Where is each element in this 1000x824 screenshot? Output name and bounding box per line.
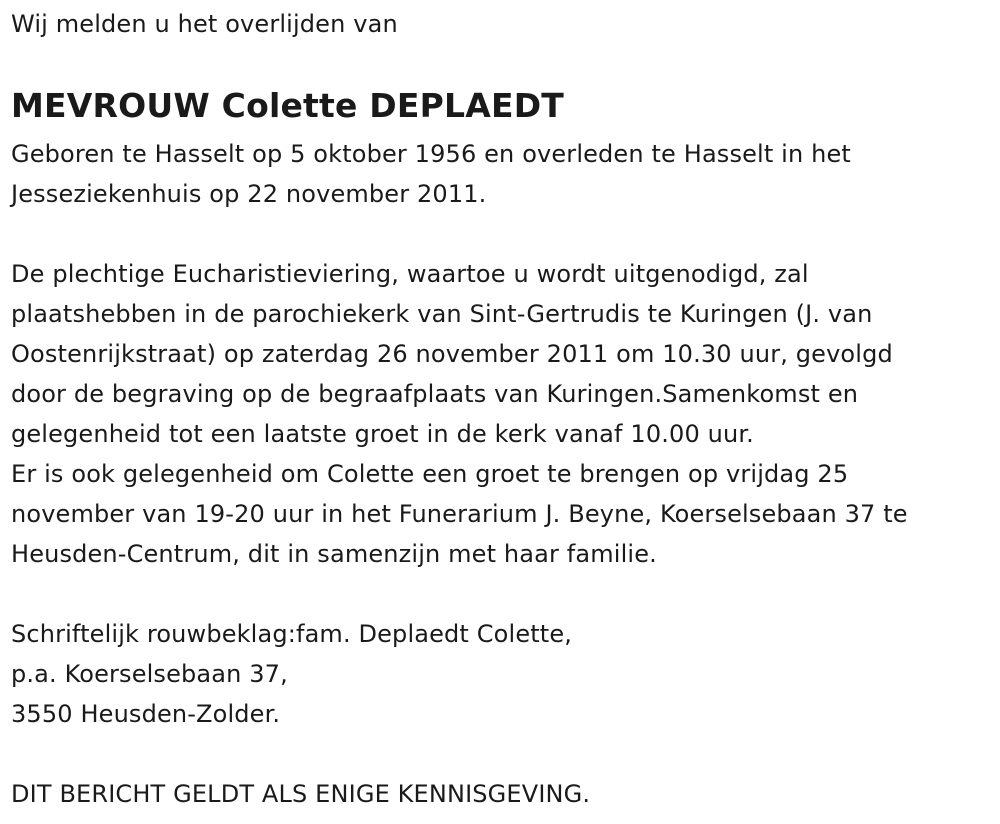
birth-line: Jesseziekenhuis op 22 november 2011. (11, 180, 487, 208)
ceremony-line: Oostenrijkstraat) op zaterdag 26 november 2011 om 10.30 uur, gevolgd (11, 340, 893, 368)
condolence-line: Schriftelijk rouwbeklag:fam. Deplaedt Colette, (11, 620, 573, 648)
deceased-name: MEVROUW Colette DEPLAEDT (11, 86, 565, 125)
ceremony-line: gelegenheid tot een laatste groet in de kerk vanaf 10.00 uur. (11, 420, 754, 448)
ceremony-line: plaatshebben in de parochiekerk van Sint-Gertrudis te Kuringen (J. van (11, 300, 873, 328)
ceremony-line: november van 19-20 uur in het Funerarium J. Beyne, Koerselsebaan 37 te (11, 500, 908, 528)
condolence-line: p.a. Koerselsebaan 37, (11, 660, 288, 688)
ceremony-line: Heusden-Centrum, dit in samenzijn met haar familie. (11, 540, 657, 568)
condolence-line: 3550 Heusden-Zolder. (11, 700, 281, 728)
notice-text: DIT BERICHT GELDT ALS ENIGE KENNISGEVING. (11, 780, 591, 808)
birth-line: Geboren te Hasselt op 5 oktober 1956 en overleden te Hasselt in het (11, 140, 851, 168)
intro-text: Wij melden u het overlijden van (11, 10, 398, 38)
ceremony-line: Er is ook gelegenheid om Colette een groet te brengen op vrijdag 25 (11, 460, 849, 488)
ceremony-line: door de begraving op de begraafplaats van Kuringen.Samenkomst en (11, 380, 859, 408)
ceremony-line: De plechtige Eucharistieviering, waartoe u wordt uitgenodigd, zal (11, 260, 809, 288)
